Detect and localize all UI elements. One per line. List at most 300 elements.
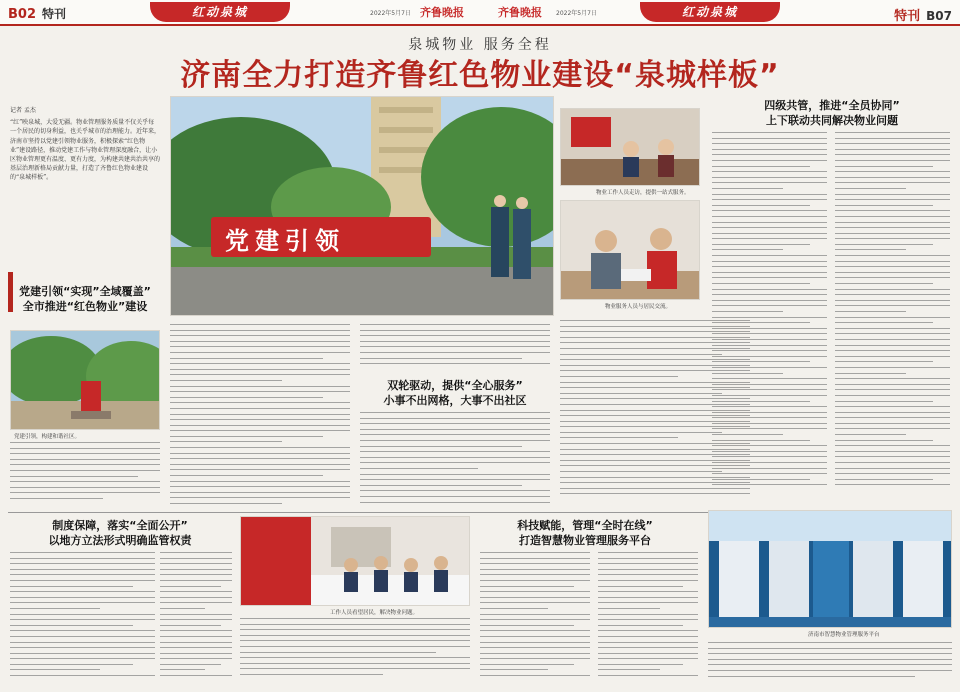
text-line — [712, 440, 810, 441]
text-line — [160, 586, 221, 587]
text-line — [170, 425, 350, 426]
text-line — [835, 300, 950, 301]
byline: 记者 孟杰 — [10, 107, 36, 114]
text-line — [712, 389, 827, 390]
text-line — [170, 330, 350, 331]
text-line — [708, 653, 952, 654]
text-line — [712, 311, 783, 312]
text-line — [835, 345, 950, 346]
text-line — [240, 635, 470, 636]
text-line — [10, 630, 155, 631]
kicker: 泉城物业 服务全程 — [408, 37, 552, 53]
text-line — [170, 402, 350, 403]
photo-server-room — [708, 510, 952, 628]
main-headline: 济南全力打造齐鲁红色物业建设“泉城样板” — [180, 58, 780, 93]
text-line — [712, 177, 827, 178]
right-date: 2022年5月7日 — [556, 10, 597, 17]
text-line — [480, 669, 548, 670]
text-line — [160, 664, 221, 665]
text-line — [10, 602, 155, 603]
text-line — [360, 502, 550, 503]
text-line — [835, 317, 950, 318]
caption-4: 物业服务人员与居民交流。 — [605, 304, 672, 310]
text-line — [170, 481, 350, 482]
text-line — [712, 277, 827, 278]
text-col-4 — [360, 412, 550, 508]
text-line — [835, 361, 933, 362]
text-line — [10, 664, 133, 665]
text-line — [712, 272, 827, 273]
text-line — [598, 614, 698, 615]
text-line — [835, 216, 950, 217]
text-line — [835, 350, 950, 351]
text-line — [712, 434, 783, 435]
text-line — [360, 423, 550, 424]
text-line — [360, 479, 550, 480]
text-line — [712, 244, 810, 245]
photo-park — [10, 330, 160, 430]
text-line — [480, 630, 590, 631]
text-line — [560, 493, 750, 494]
text-line — [712, 384, 827, 385]
text-line — [170, 492, 350, 493]
text-line — [598, 636, 698, 637]
text-line — [360, 335, 550, 336]
text-line — [835, 401, 933, 402]
text-line — [240, 668, 470, 669]
text-line — [712, 283, 810, 284]
text-line — [160, 552, 232, 553]
text-line — [598, 619, 698, 620]
text-line — [240, 618, 470, 619]
text-line — [360, 330, 550, 331]
text-line — [480, 591, 590, 592]
text-line — [10, 625, 133, 626]
text-col-9 — [598, 552, 698, 684]
text-line — [360, 496, 550, 497]
text-line — [835, 249, 906, 250]
text-line — [712, 378, 827, 379]
text-line — [480, 597, 590, 598]
text-line — [10, 658, 155, 659]
text-col-6 — [160, 552, 232, 684]
text-line — [598, 574, 698, 575]
text-line — [10, 675, 155, 676]
text-line — [835, 462, 950, 463]
text-col-r2 — [712, 132, 827, 492]
text-line — [712, 199, 827, 200]
text-line — [560, 393, 722, 394]
text-line — [712, 473, 827, 474]
right-banner: 红动泉城 — [640, 2, 780, 22]
text-line — [360, 446, 522, 447]
text-line — [480, 563, 590, 564]
text-line — [160, 569, 232, 570]
lead-text: “红”映泉城，大爱无疆。物业管理服务质量不仅关乎每一个居民的切身利益，也关乎城市的治理能力。近年来，济南市坚持以党建引领物业服务，积极探索“红色物业”建设路径，推动党建工作与物业管理深度融合，让小区物业管理更有温度、更有力度，为构建共建共治共享的基层治理新格局贡献力量，打造了齐鲁红色物业建设的“泉城样板”。 — [10, 119, 160, 182]
text-line — [160, 630, 232, 631]
text-line — [835, 160, 950, 161]
caption-2: 党建引领，构建和谐社区。 — [14, 434, 81, 440]
text-line — [712, 428, 827, 429]
text-line — [170, 358, 323, 359]
text-line — [598, 580, 698, 581]
text-line — [712, 345, 827, 346]
text-line — [835, 484, 950, 485]
text-line — [835, 188, 906, 189]
left-page-number: B02 特刊 — [8, 7, 67, 22]
text-line — [835, 138, 950, 139]
text-line — [160, 614, 232, 615]
text-line — [240, 640, 470, 641]
text-line — [835, 423, 950, 424]
text-line — [712, 166, 810, 167]
text-line — [160, 669, 205, 670]
text-line — [712, 317, 827, 318]
text-line — [598, 625, 683, 626]
text-line — [10, 558, 155, 559]
text-line — [360, 474, 550, 475]
text-line — [160, 563, 232, 564]
text-line — [712, 339, 827, 340]
text-line — [560, 354, 722, 355]
text-line — [170, 475, 323, 476]
text-line — [170, 447, 350, 448]
text-line — [835, 434, 906, 435]
text-line — [835, 222, 950, 223]
right-page-number: 特刊 B07 — [894, 9, 952, 24]
text-line — [712, 233, 827, 234]
text-line — [835, 227, 950, 228]
text-line — [160, 642, 232, 643]
text-line — [170, 441, 282, 442]
text-line — [598, 664, 683, 665]
text-line — [598, 563, 698, 564]
text-line — [835, 194, 950, 195]
text-line — [160, 625, 221, 626]
text-line — [598, 602, 698, 603]
main-photo — [170, 96, 554, 316]
text-line — [10, 442, 160, 443]
text-line — [712, 373, 783, 374]
text-line — [170, 386, 350, 387]
text-line — [835, 149, 950, 150]
text-line — [10, 586, 133, 587]
text-line — [10, 619, 155, 620]
text-line — [560, 471, 722, 472]
text-line — [835, 294, 950, 295]
text-line — [835, 468, 950, 469]
text-line — [160, 580, 232, 581]
caption-1: 物业工作人员走访，提供一站式服务。 — [596, 190, 690, 196]
text-line — [480, 614, 590, 615]
text-line — [835, 154, 950, 155]
text-line — [160, 636, 232, 637]
text-line — [835, 182, 950, 183]
text-line — [835, 272, 950, 273]
text-line — [712, 350, 827, 351]
text-line — [708, 670, 952, 671]
text-line — [712, 149, 827, 150]
text-line — [10, 642, 155, 643]
text-line — [712, 484, 827, 485]
text-line — [560, 432, 722, 433]
text-line — [598, 586, 683, 587]
text-line — [160, 619, 232, 620]
text-line — [10, 487, 160, 488]
section-2-title: 双轮驱动，提供“全心服务” 小事不出网格，大事不出社区 — [383, 379, 527, 407]
text-line — [712, 356, 827, 357]
text-line — [360, 341, 550, 342]
text-line — [712, 406, 827, 407]
text-line — [360, 490, 550, 491]
text-line — [10, 498, 103, 499]
text-line — [10, 574, 155, 575]
text-line — [10, 669, 100, 670]
text-line — [835, 440, 933, 441]
section-5-title: 科技赋能，管理“全时在线” 打造智慧物业管理服务平台 — [517, 519, 653, 547]
text-line — [835, 277, 950, 278]
text-line — [598, 552, 698, 553]
text-line — [160, 574, 232, 575]
text-col-8 — [480, 552, 590, 684]
text-line — [10, 459, 160, 460]
text-line — [170, 352, 350, 353]
text-line — [10, 608, 100, 609]
text-line — [835, 473, 950, 474]
text-line — [835, 233, 950, 234]
text-line — [835, 339, 950, 340]
text-line — [170, 363, 350, 364]
text-line — [240, 652, 436, 653]
text-line — [712, 182, 827, 183]
text-line — [712, 188, 783, 189]
text-line — [170, 419, 350, 420]
text-line — [480, 625, 574, 626]
text-line — [10, 464, 160, 465]
text-line — [160, 591, 232, 592]
text-line — [598, 558, 698, 559]
text-line — [170, 369, 350, 370]
text-line — [170, 324, 350, 325]
text-line — [835, 356, 950, 357]
text-line — [240, 629, 470, 630]
text-line — [10, 580, 155, 581]
text-line — [160, 558, 232, 559]
text-line — [712, 451, 827, 452]
text-line — [712, 333, 827, 334]
text-line — [160, 653, 232, 654]
text-line — [712, 138, 827, 139]
section-4-title: 制度保障，落实“全面公开” 以地方立法形式明确监管权责 — [48, 519, 192, 547]
text-line — [480, 642, 590, 643]
text-line — [170, 380, 282, 381]
text-line — [360, 451, 550, 452]
text-line — [480, 658, 590, 659]
text-line — [10, 453, 160, 454]
text-line — [480, 586, 574, 587]
text-line — [598, 658, 698, 659]
text-line — [480, 619, 590, 620]
text-line — [170, 397, 323, 398]
text-line — [598, 630, 698, 631]
text-line — [360, 412, 550, 413]
text-line — [835, 166, 933, 167]
text-line — [170, 469, 350, 470]
text-line — [712, 395, 827, 396]
text-line — [712, 171, 827, 172]
text-line — [712, 445, 827, 446]
text-line — [835, 177, 950, 178]
text-line — [708, 659, 952, 660]
text-line — [835, 132, 950, 133]
text-line — [712, 132, 827, 133]
text-line — [240, 663, 470, 664]
left-date: 2022年5月7日 — [370, 10, 411, 17]
text-line — [10, 476, 138, 477]
text-line — [360, 457, 550, 458]
text-col-2 — [170, 324, 350, 510]
text-line — [835, 395, 950, 396]
text-line — [480, 558, 590, 559]
text-line — [835, 456, 950, 457]
text-line — [360, 358, 522, 359]
text-line — [10, 492, 160, 493]
text-line — [712, 266, 827, 267]
text-line — [712, 222, 827, 223]
text-col-10 — [708, 642, 952, 686]
text-line — [170, 335, 350, 336]
photo-service — [560, 108, 700, 186]
text-line — [708, 676, 915, 677]
text-line — [598, 569, 698, 570]
text-line — [598, 642, 698, 643]
text-line — [598, 597, 698, 598]
text-line — [835, 367, 950, 368]
text-line — [160, 597, 232, 598]
text-line — [712, 249, 783, 250]
text-line — [835, 333, 950, 334]
text-line — [835, 238, 950, 239]
text-line — [160, 647, 232, 648]
text-line — [10, 481, 160, 482]
text-line — [170, 497, 350, 498]
text-line — [708, 648, 952, 649]
text-line — [170, 436, 323, 437]
text-line — [835, 389, 950, 390]
text-line — [170, 341, 350, 342]
logo-right: 齐鲁晚报 — [498, 6, 542, 19]
text-line — [712, 322, 810, 323]
text-line — [480, 574, 590, 575]
text-col-7 — [240, 618, 470, 684]
text-line — [598, 669, 660, 670]
text-line — [360, 324, 550, 325]
text-line — [712, 216, 827, 217]
text-line — [835, 289, 950, 290]
text-line — [480, 675, 590, 676]
text-line — [160, 608, 205, 609]
text-line — [712, 289, 827, 290]
text-line — [360, 485, 522, 486]
sign-text: 党建引领 — [225, 227, 345, 255]
text-line — [240, 657, 470, 658]
text-line — [835, 412, 950, 413]
text-line — [712, 401, 810, 402]
text-line — [835, 205, 933, 206]
text-line — [835, 261, 950, 262]
text-line — [170, 346, 350, 347]
text-line — [712, 305, 827, 306]
text-line — [835, 373, 906, 374]
text-line — [170, 408, 350, 409]
text-line — [170, 453, 350, 454]
text-line — [598, 653, 698, 654]
text-line — [360, 352, 550, 353]
text-col-r3 — [835, 132, 950, 492]
section-3-title: 四级共管，推进“全员协同” 上下联动共同解决物业问题 — [764, 99, 900, 127]
text-line — [708, 664, 952, 665]
text-line — [480, 647, 590, 648]
logo-left: 齐鲁晚报 — [420, 6, 464, 19]
text-line — [712, 367, 827, 368]
text-line — [240, 646, 470, 647]
text-line — [712, 154, 827, 155]
text-line — [835, 311, 906, 312]
text-line — [835, 328, 950, 329]
text-line — [712, 468, 827, 469]
text-line — [712, 462, 827, 463]
text-line — [835, 244, 933, 245]
text-line — [170, 374, 350, 375]
text-line — [835, 143, 950, 144]
text-col-3 — [360, 324, 550, 374]
text-line — [10, 448, 160, 449]
text-line — [835, 266, 950, 267]
text-line — [598, 608, 660, 609]
text-line — [835, 417, 950, 418]
text-line — [480, 636, 590, 637]
text-line — [712, 205, 810, 206]
text-line — [170, 503, 282, 504]
text-line — [160, 602, 232, 603]
text-line — [835, 406, 950, 407]
text-line — [712, 143, 827, 144]
text-line — [835, 171, 950, 172]
caption-3: 工作人员看望居民，解决物业问题。 — [330, 610, 419, 616]
text-line — [835, 322, 933, 323]
text-line — [712, 227, 827, 228]
text-line — [712, 328, 827, 329]
text-line — [712, 479, 810, 480]
text-line — [480, 552, 590, 553]
text-line — [835, 479, 933, 480]
text-line — [10, 470, 160, 471]
text-line — [170, 430, 350, 431]
text-line — [598, 591, 698, 592]
text-line — [598, 647, 698, 648]
text-line — [480, 569, 590, 570]
text-line — [560, 376, 678, 377]
text-line — [240, 624, 470, 625]
text-line — [360, 434, 550, 435]
text-line — [170, 414, 350, 415]
text-line — [712, 261, 827, 262]
text-line — [708, 642, 952, 643]
text-line — [712, 456, 827, 457]
text-line — [10, 591, 155, 592]
photo-visit — [560, 200, 700, 300]
text-line — [835, 445, 950, 446]
